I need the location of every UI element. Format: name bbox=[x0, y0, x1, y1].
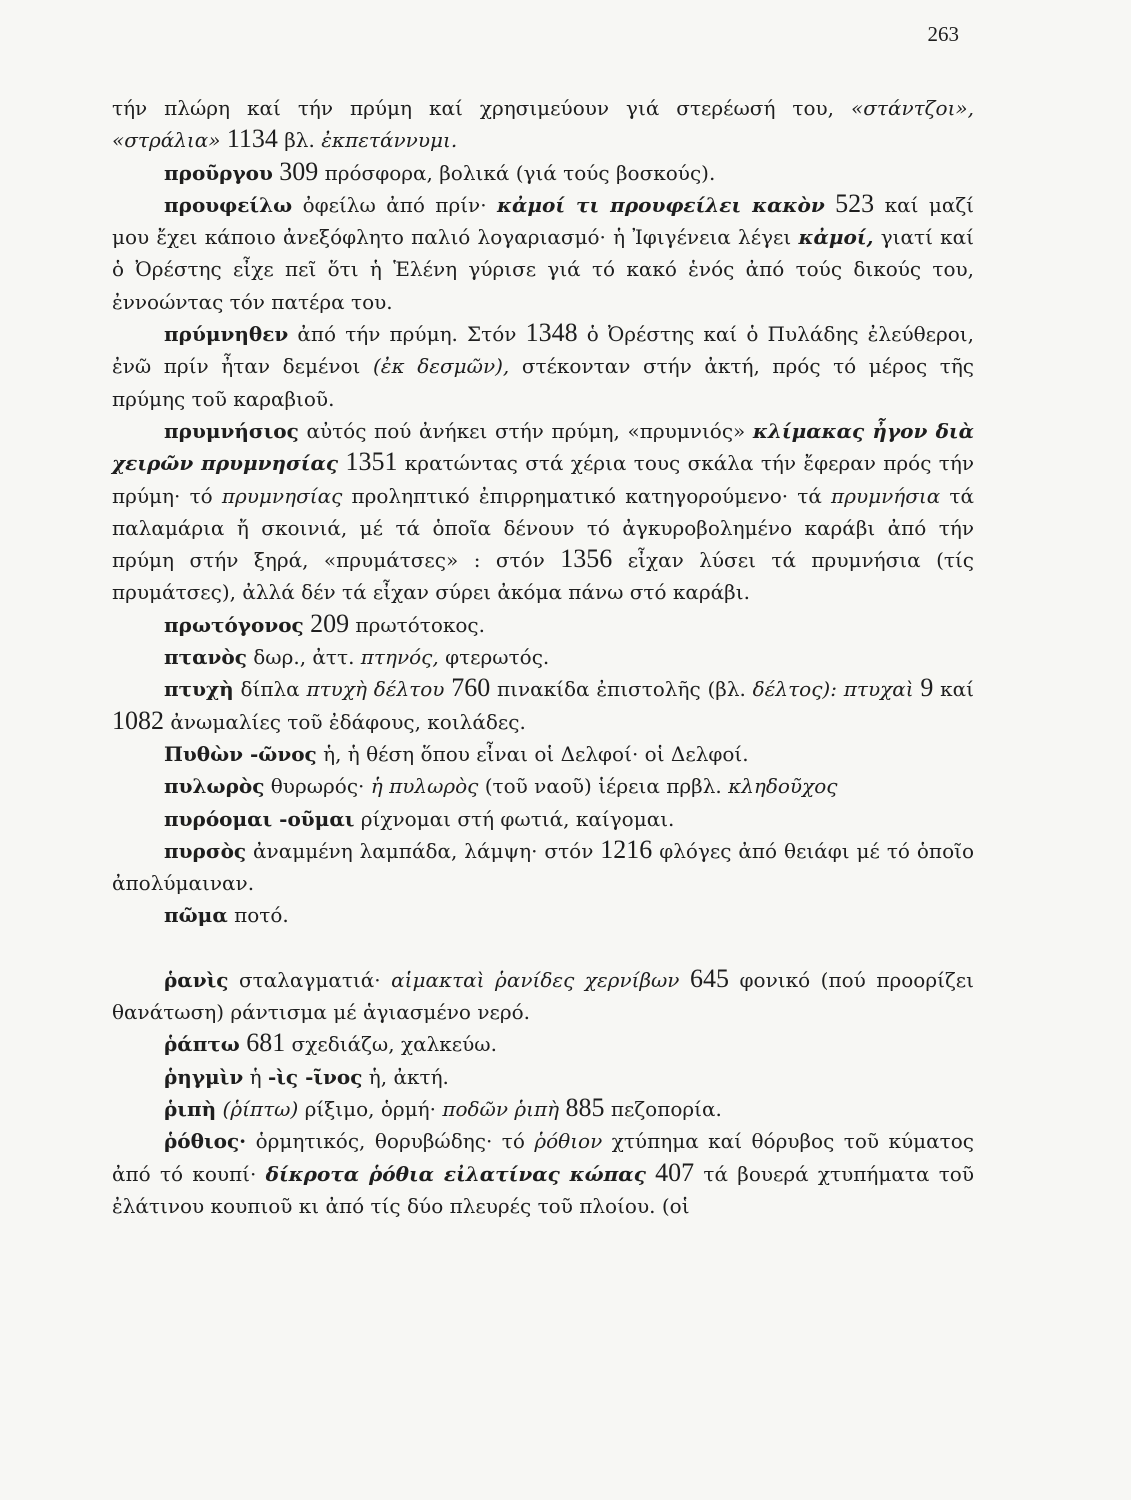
headword: ῥόθιος· bbox=[164, 1129, 247, 1154]
headword: πρύμνηθεν bbox=[164, 322, 289, 347]
entry-text: ἡ bbox=[243, 1064, 268, 1089]
entry-text: γιατί καί ὁ Ὀρέστης εἶχε πεῖ ὅτι ἡ Ἑλένη γύρισε γιά τό κακό ἑνός ἀπό τούς δικούς του, ἐννοώντας τόν πατέρα του. bbox=[112, 225, 974, 314]
entry-protogonos bbox=[112, 609, 974, 641]
verse-number: 9 bbox=[920, 673, 934, 703]
entry-text bbox=[825, 193, 835, 217]
entry-text bbox=[646, 1162, 655, 1186]
entry-prourgou bbox=[112, 157, 974, 189]
entry-python bbox=[112, 738, 974, 770]
entry-text: αὐτός πού ἀνήκει στήν πρύμη, «πρυμνιός» bbox=[298, 418, 753, 443]
verse-number: 760 bbox=[451, 673, 491, 703]
entry-text: ρίξιμο, ὁρμή· bbox=[298, 1096, 443, 1121]
entry-text: καί bbox=[933, 677, 975, 702]
entry-text: πεζοπορία. bbox=[604, 1096, 722, 1121]
entry-text: θυρωρός· bbox=[264, 774, 371, 799]
headword: πυρσὸς bbox=[164, 838, 247, 863]
entry-text bbox=[837, 677, 844, 701]
headword: ῥηγμὶν bbox=[164, 1064, 244, 1089]
headword: πῶμα bbox=[164, 903, 228, 928]
entry-text: πινακίδα ἐπιστολῆς (βλ. bbox=[490, 677, 753, 702]
citation-italic: (ἐκ δεσμῶν), bbox=[372, 354, 510, 379]
entry-continuation bbox=[112, 92, 974, 157]
citation-italic: ἡ πυλωρὸς bbox=[370, 774, 479, 799]
verse-number: 885 bbox=[565, 1092, 605, 1122]
citation-italic: (ῥίπτω) bbox=[222, 1096, 299, 1121]
entry-text: ἡ, ἀκτή. bbox=[362, 1064, 449, 1089]
entry-prymnethen bbox=[112, 318, 974, 415]
headword: προυφείλω bbox=[164, 192, 293, 217]
entry-text: σταλαγματιά· bbox=[228, 967, 392, 992]
citation-italic: κληδοῦχος bbox=[728, 774, 838, 799]
headword: ῥιπὴ bbox=[164, 1096, 217, 1121]
entry-pyrsos bbox=[112, 835, 974, 900]
headword: πρωτόγονος bbox=[164, 612, 304, 637]
citation-bold-italic: κλίμακας ἦγον διὰ χειρῶν πρυμνησίας bbox=[112, 418, 974, 476]
entry-text: ποτό. bbox=[227, 903, 289, 928]
verse-number: 1082 bbox=[112, 705, 164, 735]
citation-bold-italic: κἀμοί, bbox=[798, 225, 874, 250]
entry-text: ὀφείλω ἀπό πρίν· bbox=[292, 192, 497, 217]
entry-text: τήν πλώρη καί τήν πρύμη καί χρησιμεύουν γιά στερέωσή του, bbox=[112, 96, 851, 120]
verse-number: 645 bbox=[690, 963, 730, 993]
entry-hranis bbox=[112, 964, 974, 1029]
verse-number: 209 bbox=[310, 608, 350, 638]
entry-text: προληπτικό ἐπιρρηματικό κατηγορούμενο· τά bbox=[342, 483, 832, 508]
entry-ptyche bbox=[112, 673, 974, 738]
entry-pyroomai bbox=[112, 803, 974, 835]
entry-text: κρατώντας στά χέρια τους σκάλα τήν ἔφεραν πρός τήν πρύμη· τό bbox=[112, 451, 974, 508]
verse-number: 681 bbox=[246, 1028, 286, 1058]
headword: πτανὸς bbox=[164, 645, 247, 670]
entry-text: τά παλαμάρια ἤ σκοινιά, μέ τά ὁποῖα δένουν τό ἀγκυροβολημένο καράβι ἀπό τήν πρύμη στήν ξηρά, «πρυμάτσες» : στόν bbox=[112, 483, 975, 573]
entry-hripe bbox=[112, 1093, 974, 1125]
glossary-text bbox=[112, 92, 974, 1222]
entry-text: φονικό (πού προορίζει θανάτωση) ράντισμα μέ ἁγιασμένο νερό. bbox=[112, 967, 974, 1025]
entry-hregmin bbox=[112, 1061, 974, 1093]
entry-text: φτερωτός. bbox=[438, 645, 550, 670]
verse-number: 407 bbox=[655, 1157, 695, 1187]
entry-text: ρίχνομαι στή φωτιά, καίγομαι. bbox=[354, 806, 675, 831]
entry-text: ὁ Ὀρέστης καί ὁ Πυλάδης ἐλεύθεροι, ἐνῶ πρίν ἦταν δεμένοι bbox=[112, 322, 974, 379]
citation-bold-italic: κἀμοί τι προυφείλει κακὸν bbox=[496, 192, 825, 217]
citation-italic: δέλτος): bbox=[752, 677, 837, 702]
citation-italic: ἐκπετάννυμι. bbox=[321, 128, 458, 153]
entry-text: βλ. bbox=[277, 128, 322, 153]
entry-hrapto bbox=[112, 1028, 974, 1060]
headword: πυλωρὸς bbox=[164, 774, 265, 799]
entry-text: στέκονταν στήν ἀκτή, πρός τό μέρος τῆς πρύμης τοῦ καραβιοῦ. bbox=[112, 354, 975, 411]
entry-text: καί μαζί μου ἔχει κάποιο ἀνεξόφλητο παλιό λογαριασμό· ἡ Ἰφιγένεια λέγει bbox=[112, 192, 975, 250]
citation-italic: πτυχαὶ bbox=[843, 677, 914, 702]
entry-text: ἡ, ἡ θέση ὅπου εἶναι οἱ Δελφοί· οἱ Δελφοί. bbox=[316, 741, 749, 766]
entry-text: χτύπημα καί θόρυβος τοῦ κύματος ἀπό τό κουπί· bbox=[112, 1129, 974, 1186]
headword: -ὶς -ῖνος bbox=[267, 1064, 363, 1089]
headword: πυρόομαι -οῦμαι bbox=[164, 806, 355, 831]
verse-number: 1216 bbox=[600, 834, 653, 864]
entry-text: ἀναμμένη λαμπάδα, λάμψη· στόν bbox=[246, 838, 601, 863]
entry-prymnesios bbox=[112, 415, 974, 609]
entry-text: πρωτότοκος. bbox=[349, 612, 485, 637]
entry-proufeilo bbox=[112, 189, 974, 318]
citation-italic: ῥόθιον bbox=[534, 1129, 603, 1154]
entry-hrothios bbox=[112, 1125, 974, 1222]
citation-italic: ποδῶν ῥιπὴ bbox=[442, 1096, 560, 1121]
headword: ῥάπτω bbox=[164, 1032, 240, 1057]
entry-text: (τοῦ ναοῦ) ἱέρεια πρβλ. bbox=[478, 774, 729, 799]
headword: ῥανὶς bbox=[164, 967, 229, 992]
entry-text: δωρ., ἀττ. bbox=[246, 645, 361, 670]
headword: Πυθὼν -ῶνος bbox=[164, 741, 317, 766]
verse-number: 1351 bbox=[345, 447, 398, 477]
entry-text: ἀνωμαλίες τοῦ ἐδάφους, κοιλάδες. bbox=[164, 709, 526, 734]
verse-number: 1134 bbox=[226, 124, 278, 154]
citation-italic: πρυμνήσια bbox=[831, 483, 941, 508]
citation-italic: πρυμνησίας bbox=[221, 483, 343, 508]
entry-pyloros bbox=[112, 770, 974, 802]
entry-poma bbox=[112, 899, 974, 931]
entry-text: ἀπό τήν πρύμη. Στόν bbox=[288, 322, 526, 347]
verse-number: 309 bbox=[279, 156, 319, 186]
citation-italic: αἱμακταὶ ῥανίδες χερνίβων bbox=[391, 967, 680, 992]
citation-italic: πτυχὴ δέλτου bbox=[306, 677, 445, 702]
entry-text: πρόσφορα, βολικά (γιά τούς βοσκούς). bbox=[318, 160, 716, 185]
entry-text: δίπλα bbox=[233, 677, 307, 702]
entry-text: εἶχαν λύσει τά πρυμνήσια (τίς πρυμάτσες), ἀλλά δέν τά εἶχαν σύρει ἀκόμα πάνω στό καράβι. bbox=[112, 548, 974, 605]
page-number: 263 bbox=[927, 22, 959, 46]
verse-number: 1348 bbox=[525, 318, 578, 348]
entry-ptanos bbox=[112, 641, 974, 673]
entry-text: φλόγες ἀπό θειάφι μέ τό ὁποῖο ἀπολύμαιναν. bbox=[112, 838, 974, 896]
citation-italic: πτηνός, bbox=[360, 645, 439, 670]
verse-number: 523 bbox=[835, 188, 875, 218]
headword: προῦργου bbox=[164, 160, 273, 185]
headword: πρυμνήσιος bbox=[164, 418, 299, 443]
headword: πτυχὴ bbox=[164, 677, 234, 702]
entry-text: τά βουερά χτυπήματα τοῦ ἐλάτινου κουπιοῦ κι ἀπό τίς δύο πλευρές τοῦ πλοίου. (οἱ bbox=[112, 1161, 974, 1218]
entry-text bbox=[679, 968, 690, 992]
citation-bold-italic: δίκροτα ῥόθια εἰλατίνας κώπας bbox=[265, 1161, 646, 1186]
verse-number: 1356 bbox=[560, 544, 613, 574]
entry-text: ὁρμητικός, θορυβώδης· τό bbox=[246, 1129, 535, 1154]
citation-italic: «στάντζοι», «στράλια» bbox=[112, 96, 974, 153]
entry-text: σχεδιάζω, χαλκεύω. bbox=[285, 1032, 497, 1057]
